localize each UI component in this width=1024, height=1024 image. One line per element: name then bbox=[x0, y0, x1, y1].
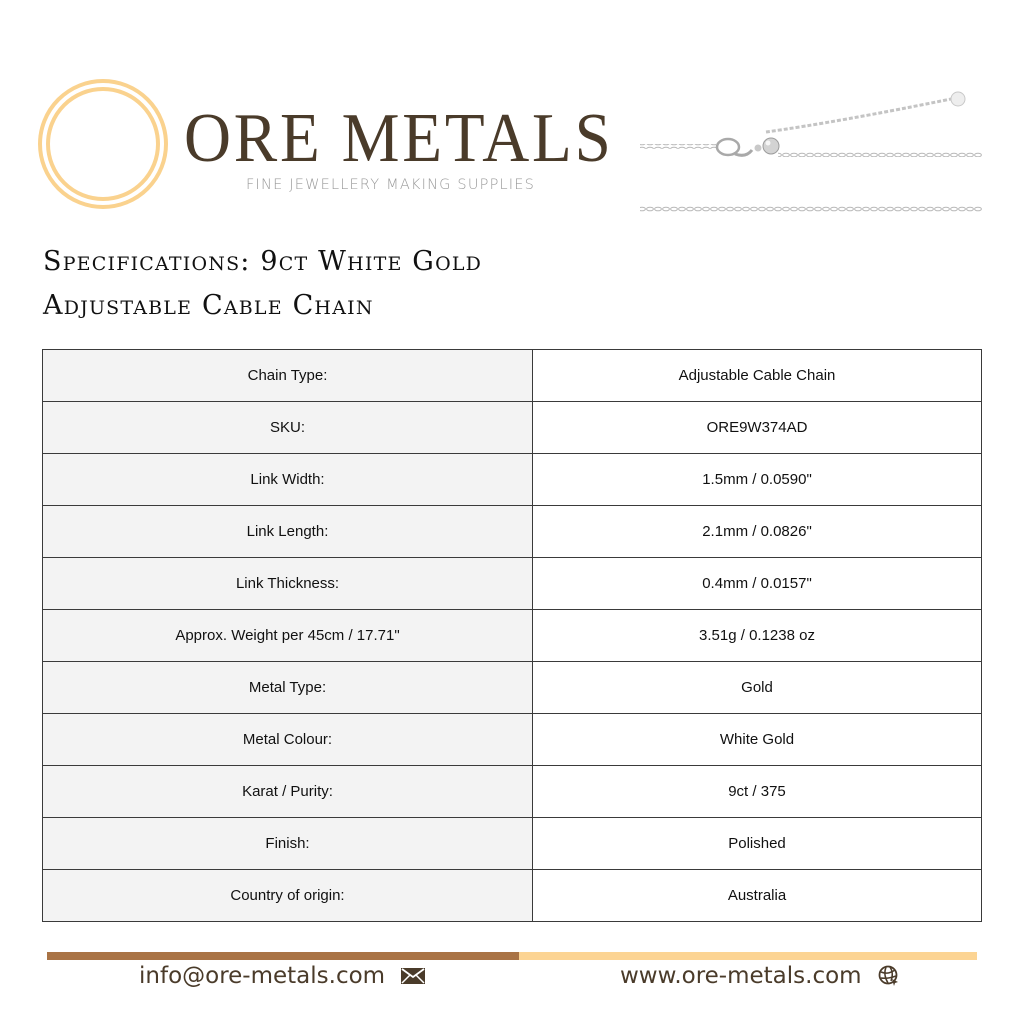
page-title-line-2: Adjustable Cable Chain bbox=[43, 290, 374, 321]
website-link[interactable]: www.ore-metals.com bbox=[620, 963, 862, 989]
spec-value: Polished bbox=[533, 818, 982, 870]
table-row bbox=[43, 350, 982, 402]
adjustable-cable-chain-image bbox=[638, 86, 984, 226]
double-ring-icon bbox=[36, 77, 170, 211]
spec-label: Approx. Weight per 45cm / 17.71" bbox=[43, 610, 533, 662]
spec-label: Metal Type: bbox=[43, 662, 533, 714]
spec-label: Karat / Purity: bbox=[43, 766, 533, 818]
brand-tagline: FINE JEWELLERY MAKING SUPPLIES bbox=[246, 177, 536, 193]
email-link[interactable]: info@ore-metals.com bbox=[139, 963, 386, 989]
table-row bbox=[43, 558, 982, 610]
spec-label: Chain Type: bbox=[43, 350, 533, 402]
table-row bbox=[43, 506, 982, 558]
spec-value: Adjustable Cable Chain bbox=[533, 350, 982, 402]
footer-website[interactable] bbox=[620, 963, 900, 989]
spec-value: ORE9W374AD bbox=[533, 402, 982, 454]
spec-value: 3.51g / 0.1238 oz bbox=[533, 610, 982, 662]
spec-label: Metal Colour: bbox=[43, 714, 533, 766]
spec-value: Gold bbox=[533, 662, 982, 714]
spec-value: White Gold bbox=[533, 714, 982, 766]
spec-label: Link Length: bbox=[43, 506, 533, 558]
spec-label: Link Width: bbox=[43, 454, 533, 506]
footer-divider-left bbox=[47, 952, 519, 960]
footer-divider-right bbox=[519, 952, 977, 960]
table-row bbox=[43, 818, 982, 870]
specifications-table bbox=[42, 349, 982, 922]
envelope-icon bbox=[401, 968, 425, 984]
spec-label: Country of origin: bbox=[43, 870, 533, 922]
spec-value: 9ct / 375 bbox=[533, 766, 982, 818]
spec-value: 1.5mm / 0.0590" bbox=[533, 454, 982, 506]
table-row bbox=[43, 610, 982, 662]
spec-label: Finish: bbox=[43, 818, 533, 870]
table-row bbox=[43, 662, 982, 714]
footer-email[interactable] bbox=[139, 963, 425, 989]
table-row bbox=[43, 402, 982, 454]
table-row bbox=[43, 454, 982, 506]
page-title-line-1: Specifications: 9ct White Gold bbox=[43, 246, 483, 277]
spec-value: 2.1mm / 0.0826" bbox=[533, 506, 982, 558]
spec-value: Australia bbox=[533, 870, 982, 922]
spec-label: Link Thickness: bbox=[43, 558, 533, 610]
globe-cursor-icon bbox=[878, 965, 900, 987]
table-row bbox=[43, 870, 982, 922]
brand-name: ORE METALS bbox=[184, 100, 614, 177]
table-row bbox=[43, 766, 982, 818]
spec-label: SKU: bbox=[43, 402, 533, 454]
table-row bbox=[43, 714, 982, 766]
spec-value: 0.4mm / 0.0157" bbox=[533, 558, 982, 610]
